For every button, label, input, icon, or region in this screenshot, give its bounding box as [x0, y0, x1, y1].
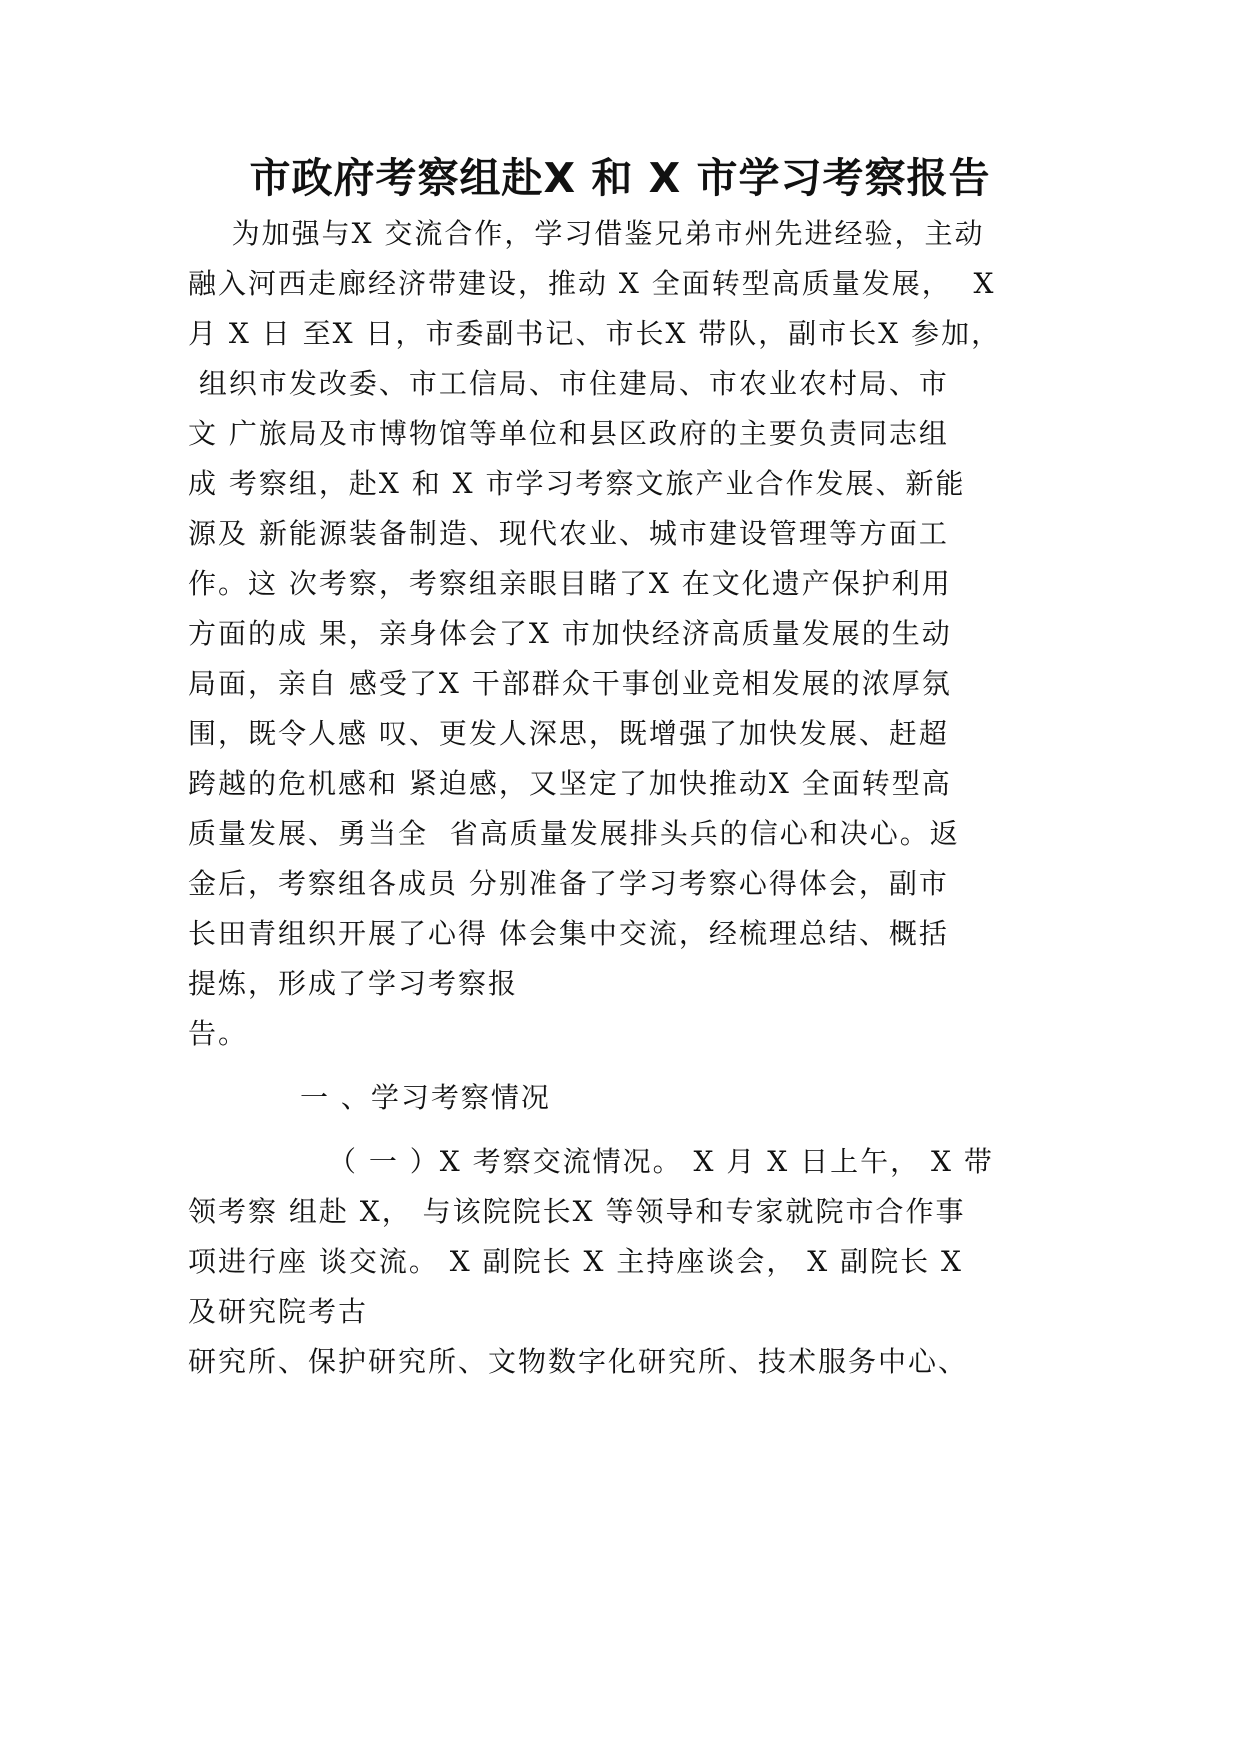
intro-line-17: 告。 — [188, 1017, 249, 1050]
intro-line-10: 局面，亲自 感受了X 干部群众干事创业竞相发展的浓厚氛 — [188, 667, 952, 700]
intro-line-11: 围，既令人感 叹、更发人深思，既增强了加快发展、赶超 — [188, 717, 949, 750]
subsection-line-2: 领考察 组赴 X， 与该院院长X 等领导和专家就院市合作事 — [188, 1195, 966, 1228]
section-heading: 一 、学习考察情况 — [300, 1081, 551, 1114]
intro-line-13: 质量发展、勇当全 省高质量发展排头兵的信心和决心。返 — [188, 817, 960, 850]
subsection-line-5: 研究所、保护研究所、文物数字化研究所、技术服务中心、 — [188, 1345, 969, 1378]
intro-line-7: 源及 新能源装备制造、现代农业、城市建设管理等方面工 — [188, 517, 949, 550]
intro-line-12: 跨越的危机感和 紧迫感，又坚定了加快推动X 全面转型高 — [188, 767, 952, 800]
subsection-line-1: （ 一 ）X 考察交流情况。 X 月 X 日上午， X 带 — [328, 1145, 994, 1178]
subsection-line-3: 项进行座 谈交流。 X 副院长 X 主持座谈会， X 副院长 X — [188, 1245, 963, 1278]
intro-line-8: 作。这 次考察，考察组亲眼目睹了X 在文化遗产保护利用 — [188, 567, 952, 600]
subsection-line-4: 及研究院考古 — [188, 1295, 369, 1328]
intro-line-9: 方面的成 果，亲身体会了X 市加快经济高质量发展的生动 — [188, 617, 952, 650]
document-title: 市政府考察组赴X 和 X 市学习考察报告 — [249, 154, 991, 202]
intro-line-2: 融入河西走廊经济带建设，推动 X 全面转型高质量发展， X — [188, 267, 996, 300]
intro-line-1: 为加强与X 交流合作，学习借鉴兄弟市州先进经验，主动 — [188, 217, 985, 250]
intro-line-15: 长田青组织开展了心得 体会集中交流，经梳理总结、概括 — [188, 917, 949, 950]
intro-line-14: 金后，考察组各成员 分别准备了学习考察心得体会，副市 — [188, 867, 949, 900]
intro-line-3: 月 X 日 至X 日，市委副书记、市长X 带队，副市长X 参加， — [188, 317, 1002, 350]
intro-line-6: 成 考察组，赴X 和 X 市学习考察文旅产业合作发展、新能 — [188, 467, 966, 500]
intro-line-5: 文 广旅局及市博物馆等单位和县区政府的主要负责同志组 — [188, 417, 949, 450]
intro-line-4: 组织市发改委、市工信局、市住建局、市农业农村局、市 — [188, 367, 949, 400]
intro-line-16: 提炼，形成了学习考察报 — [188, 967, 519, 1000]
